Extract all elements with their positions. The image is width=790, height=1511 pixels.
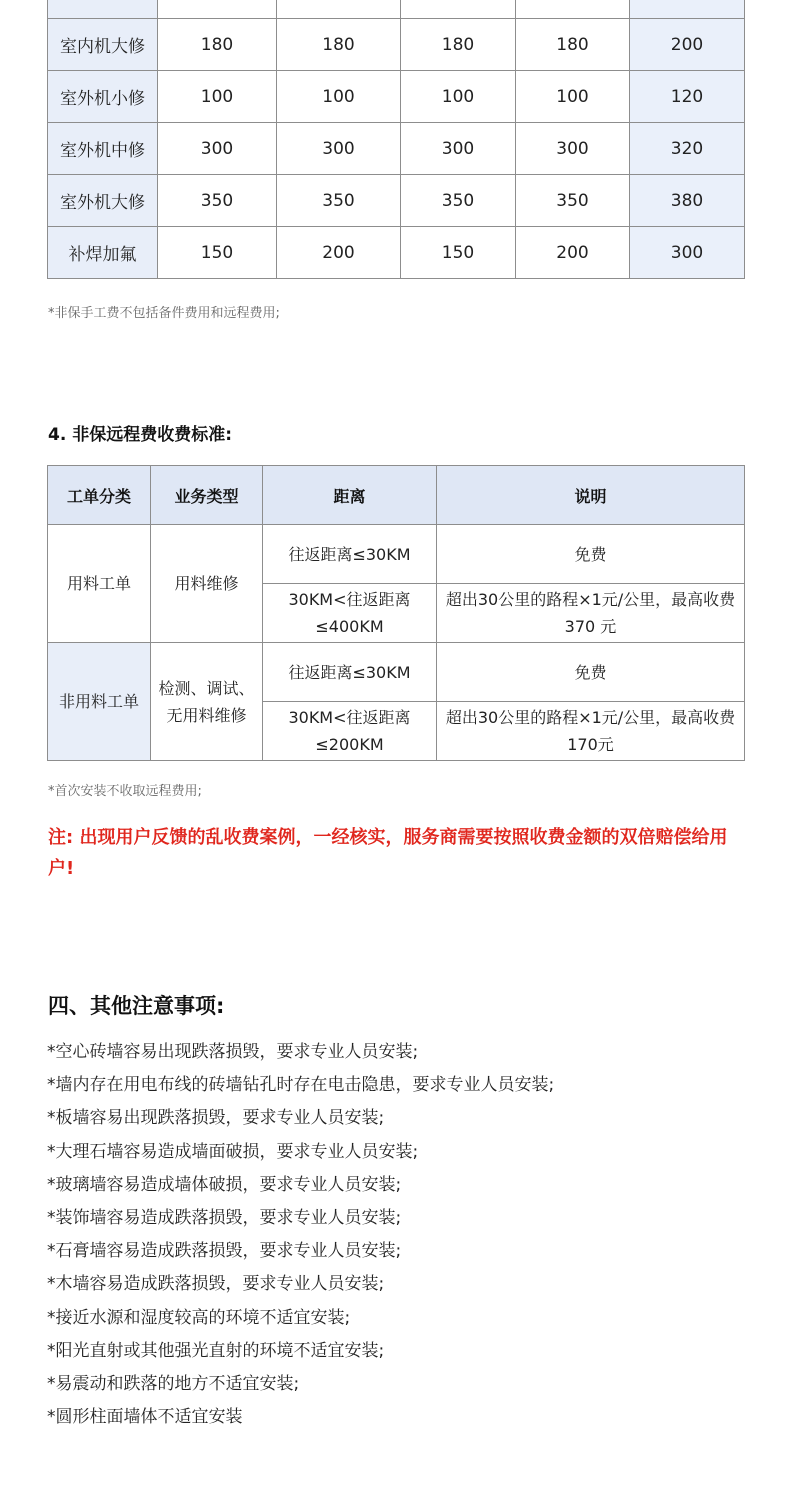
category-cell: 用料工单 bbox=[48, 525, 151, 643]
fee-cell: 150 bbox=[158, 227, 277, 279]
fee-cell: 100 bbox=[277, 71, 401, 123]
column-header: 说明 bbox=[437, 466, 745, 525]
fee-cell: 200 bbox=[516, 227, 630, 279]
list-item: *装饰墙容易造成跌落损毁，要求专业人员安装; bbox=[47, 1207, 402, 1228]
fee-cell: 200 bbox=[630, 19, 745, 71]
fee-table-note: *非保手工费不包括备件费用和远程费用; bbox=[48, 306, 280, 321]
description-cell: 免费 bbox=[437, 643, 745, 702]
fee-cell: 300 bbox=[158, 123, 277, 175]
list-item: *大理石墙容易造成墙面破损，要求专业人员安装; bbox=[47, 1141, 419, 1162]
table-row bbox=[48, 643, 745, 702]
list-item: *圆形柱面墙体不适宜安装 bbox=[47, 1407, 243, 1428]
fee-cell bbox=[630, 0, 745, 19]
row-label: 室内机大修 bbox=[48, 19, 158, 71]
fee-cell bbox=[277, 0, 401, 19]
fee-cell: 180 bbox=[401, 19, 516, 71]
row-label: 室外机小修 bbox=[48, 71, 158, 123]
fee-cell: 100 bbox=[401, 71, 516, 123]
refund-warning: 注: 出现用户反馈的乱收费案例，一经核实，服务商需要按照收费金额的双倍赔偿给用户! bbox=[48, 827, 728, 879]
fee-cell: 180 bbox=[277, 19, 401, 71]
list-item: *接近水源和湿度较高的环境不适宜安装; bbox=[47, 1307, 351, 1328]
table-row bbox=[48, 71, 745, 123]
other-notes-heading: 四、其他注意事项: bbox=[48, 994, 225, 1018]
table-row bbox=[48, 0, 745, 19]
table-row bbox=[48, 19, 745, 71]
fee-cell: 180 bbox=[158, 19, 277, 71]
list-item: *墙内存在用电布线的砖墙钻孔时存在电击隐患，要求专业人员安装; bbox=[47, 1075, 555, 1096]
fee-cell: 380 bbox=[630, 175, 745, 227]
fee-cell bbox=[516, 0, 630, 19]
fee-cell: 350 bbox=[516, 175, 630, 227]
column-header: 距离 bbox=[263, 466, 437, 525]
row-label: 室外机大修 bbox=[48, 175, 158, 227]
distance-cell: 往返距离≤30KM bbox=[263, 643, 437, 702]
row-label: 补焊加氟 bbox=[48, 227, 158, 279]
list-item: *玻璃墙容易造成墙体破损，要求专业人员安装; bbox=[47, 1174, 402, 1195]
fee-cell: 120 bbox=[630, 71, 745, 123]
repair-fee-table bbox=[47, 0, 745, 279]
row-label bbox=[48, 0, 158, 19]
row-label: 室外机中修 bbox=[48, 123, 158, 175]
fee-cell: 300 bbox=[401, 123, 516, 175]
fee-cell: 300 bbox=[516, 123, 630, 175]
category-cell: 非用料工单 bbox=[48, 643, 151, 761]
list-item: *木墙容易造成跌落损毁，要求专业人员安装; bbox=[47, 1274, 385, 1295]
list-item: *阳光直射或其他强光直射的环境不适宜安装; bbox=[47, 1340, 385, 1361]
fee-cell: 350 bbox=[401, 175, 516, 227]
description-cell: 免费 bbox=[437, 525, 745, 584]
fee-cell: 300 bbox=[630, 227, 745, 279]
fee-cell: 150 bbox=[401, 227, 516, 279]
business-type-cell: 检测、调试、无用料维修 bbox=[151, 643, 263, 761]
fee-cell: 100 bbox=[516, 71, 630, 123]
distance-cell: 往返距离≤30KM bbox=[263, 525, 437, 584]
list-item: *石膏墙容易造成跌落损毁，要求专业人员安装; bbox=[47, 1241, 402, 1262]
remote-fee-heading: 4. 非保远程费收费标准: bbox=[48, 425, 233, 445]
table-header-row bbox=[48, 466, 745, 525]
fee-cell: 350 bbox=[277, 175, 401, 227]
table-row bbox=[48, 227, 745, 279]
column-header: 业务类型 bbox=[151, 466, 263, 525]
table-row bbox=[48, 525, 745, 584]
fee-cell: 320 bbox=[630, 123, 745, 175]
other-notes-list bbox=[47, 1036, 554, 1434]
business-type-cell: 用料维修 bbox=[151, 525, 263, 643]
list-item: *板墙容易出现跌落损毁，要求专业人员安装; bbox=[47, 1108, 385, 1129]
distance-cell: 30KM<往返距离≤200KM bbox=[263, 702, 437, 761]
fee-cell: 100 bbox=[158, 71, 277, 123]
distance-cell: 30KM<往返距离≤400KM bbox=[263, 584, 437, 643]
list-item: *空心砖墙容易出现跌落损毁，要求专业人员安装; bbox=[47, 1042, 419, 1062]
fee-cell bbox=[158, 0, 277, 19]
description-cell: 超出30公里的路程×1元/公里，最高收费370 元 bbox=[437, 584, 745, 643]
table-row bbox=[48, 123, 745, 175]
fee-cell: 300 bbox=[277, 123, 401, 175]
fee-cell: 180 bbox=[516, 19, 630, 71]
table-row bbox=[48, 175, 745, 227]
remote-fee-note: *首次安装不收取远程费用; bbox=[48, 784, 202, 799]
fee-cell: 200 bbox=[277, 227, 401, 279]
description-cell: 超出30公里的路程×1元/公里，最高收费170元 bbox=[437, 702, 745, 761]
fee-cell: 350 bbox=[158, 175, 277, 227]
column-header: 工单分类 bbox=[48, 466, 151, 525]
remote-fee-table bbox=[47, 465, 745, 761]
list-item: *易震动和跌落的地方不适宜安装; bbox=[47, 1373, 300, 1394]
fee-cell bbox=[401, 0, 516, 19]
